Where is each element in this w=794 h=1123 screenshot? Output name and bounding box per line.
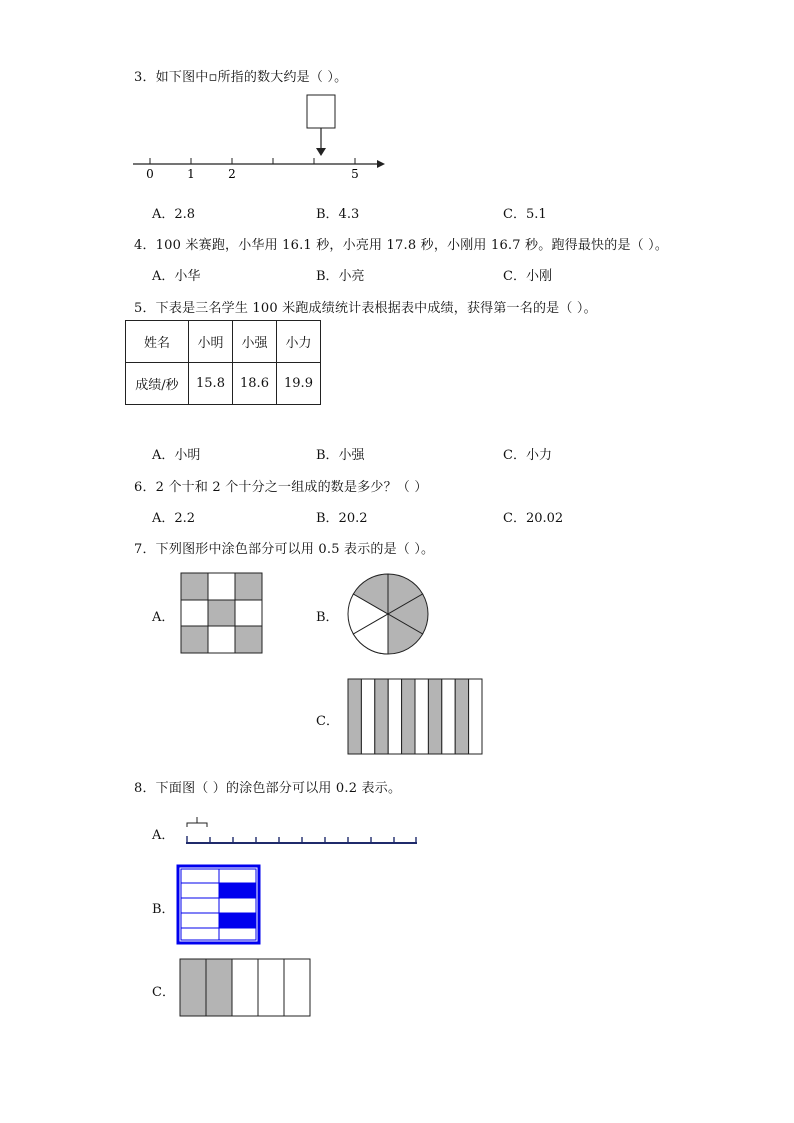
q3-option-a[interactable]: A．2.8 — [152, 207, 196, 222]
q3-axis-label: 5 — [351, 167, 359, 181]
q8-label-b[interactable]: B． — [152, 902, 175, 917]
q6-option-c[interactable]: C．20.02 — [503, 511, 564, 526]
q5-option-c[interactable]: C．小力 — [503, 448, 552, 463]
q3-box — [307, 95, 335, 128]
q4-stem: 4．100 米赛跑，小华用 16.1 秒，小亮用 17.8 秒，小刚用 16.7 秒。跑得最快的是（ ）。 — [134, 238, 669, 253]
q4-option-c[interactable]: C．小刚 — [503, 269, 552, 284]
q7-figure-a-grid[interactable] — [180, 572, 264, 654]
q3-option-c[interactable]: C．5.1 — [503, 207, 547, 222]
q4-option-b[interactable]: B．小亮 — [316, 269, 365, 284]
q3-number-line — [128, 92, 390, 187]
q3-axis-arrowhead — [377, 160, 385, 168]
table-cell: 18.6 — [233, 363, 277, 405]
q5-score-table — [125, 320, 321, 405]
q8-figure-b-bars[interactable] — [176, 864, 262, 946]
q6-stem: 6．2 个十和 2 个十分之一组成的数是多少？（ ） — [134, 480, 428, 495]
q8-label-a[interactable]: A． — [152, 828, 175, 843]
q8-figure-c-rect[interactable] — [179, 958, 313, 1018]
q4-option-a[interactable]: A．小华 — [152, 269, 201, 284]
table-cell: 15.8 — [189, 363, 233, 405]
q3-option-b[interactable]: B．4.3 — [316, 207, 360, 222]
q3-arrowhead — [316, 148, 326, 156]
q3-axis-label: 1 — [187, 167, 195, 181]
q5-stem: 5．下表是三名学生 100 米跑成绩统计表根据表中成绩，获得第一名的是（ ）。 — [134, 301, 597, 316]
q7-label-c[interactable]: C． — [316, 714, 339, 729]
q7-label-a[interactable]: A． — [152, 610, 175, 625]
table-header-cell: 小强 — [233, 321, 277, 363]
q7-stem: 7．下列图形中涂色部分可以用 0.5 表示的是（ ）。 — [134, 542, 435, 557]
q7-figure-c-stripes[interactable] — [347, 678, 485, 756]
table-cell: 19.9 — [277, 363, 321, 405]
table-header-cell: 小力 — [277, 321, 321, 363]
q8-stem: 8．下面图（ ）的涂色部分可以用 0.2 表示。 — [134, 781, 402, 796]
q6-option-b[interactable]: B．20.2 — [316, 511, 368, 526]
table-header-cell: 姓名 — [126, 321, 189, 363]
q3-stem: 3．如下图中▫所指的数大约是（ ）。 — [134, 70, 348, 85]
table-cell: 成绩/秒 — [126, 363, 189, 405]
table-header-cell: 小明 — [189, 321, 233, 363]
q3-axis-label: 0 — [146, 167, 154, 181]
q8-figure-a-segment[interactable] — [180, 815, 420, 849]
q8-label-c[interactable]: C． — [152, 985, 175, 1000]
q5-option-b[interactable]: B．小强 — [316, 448, 365, 463]
q3-axis-label: 2 — [228, 167, 236, 181]
q7-figure-b-circle[interactable] — [346, 572, 430, 656]
q5-option-a[interactable]: A．小明 — [152, 448, 201, 463]
q7-label-b[interactable]: B． — [316, 610, 339, 625]
q6-option-a[interactable]: A．2.2 — [152, 511, 196, 526]
